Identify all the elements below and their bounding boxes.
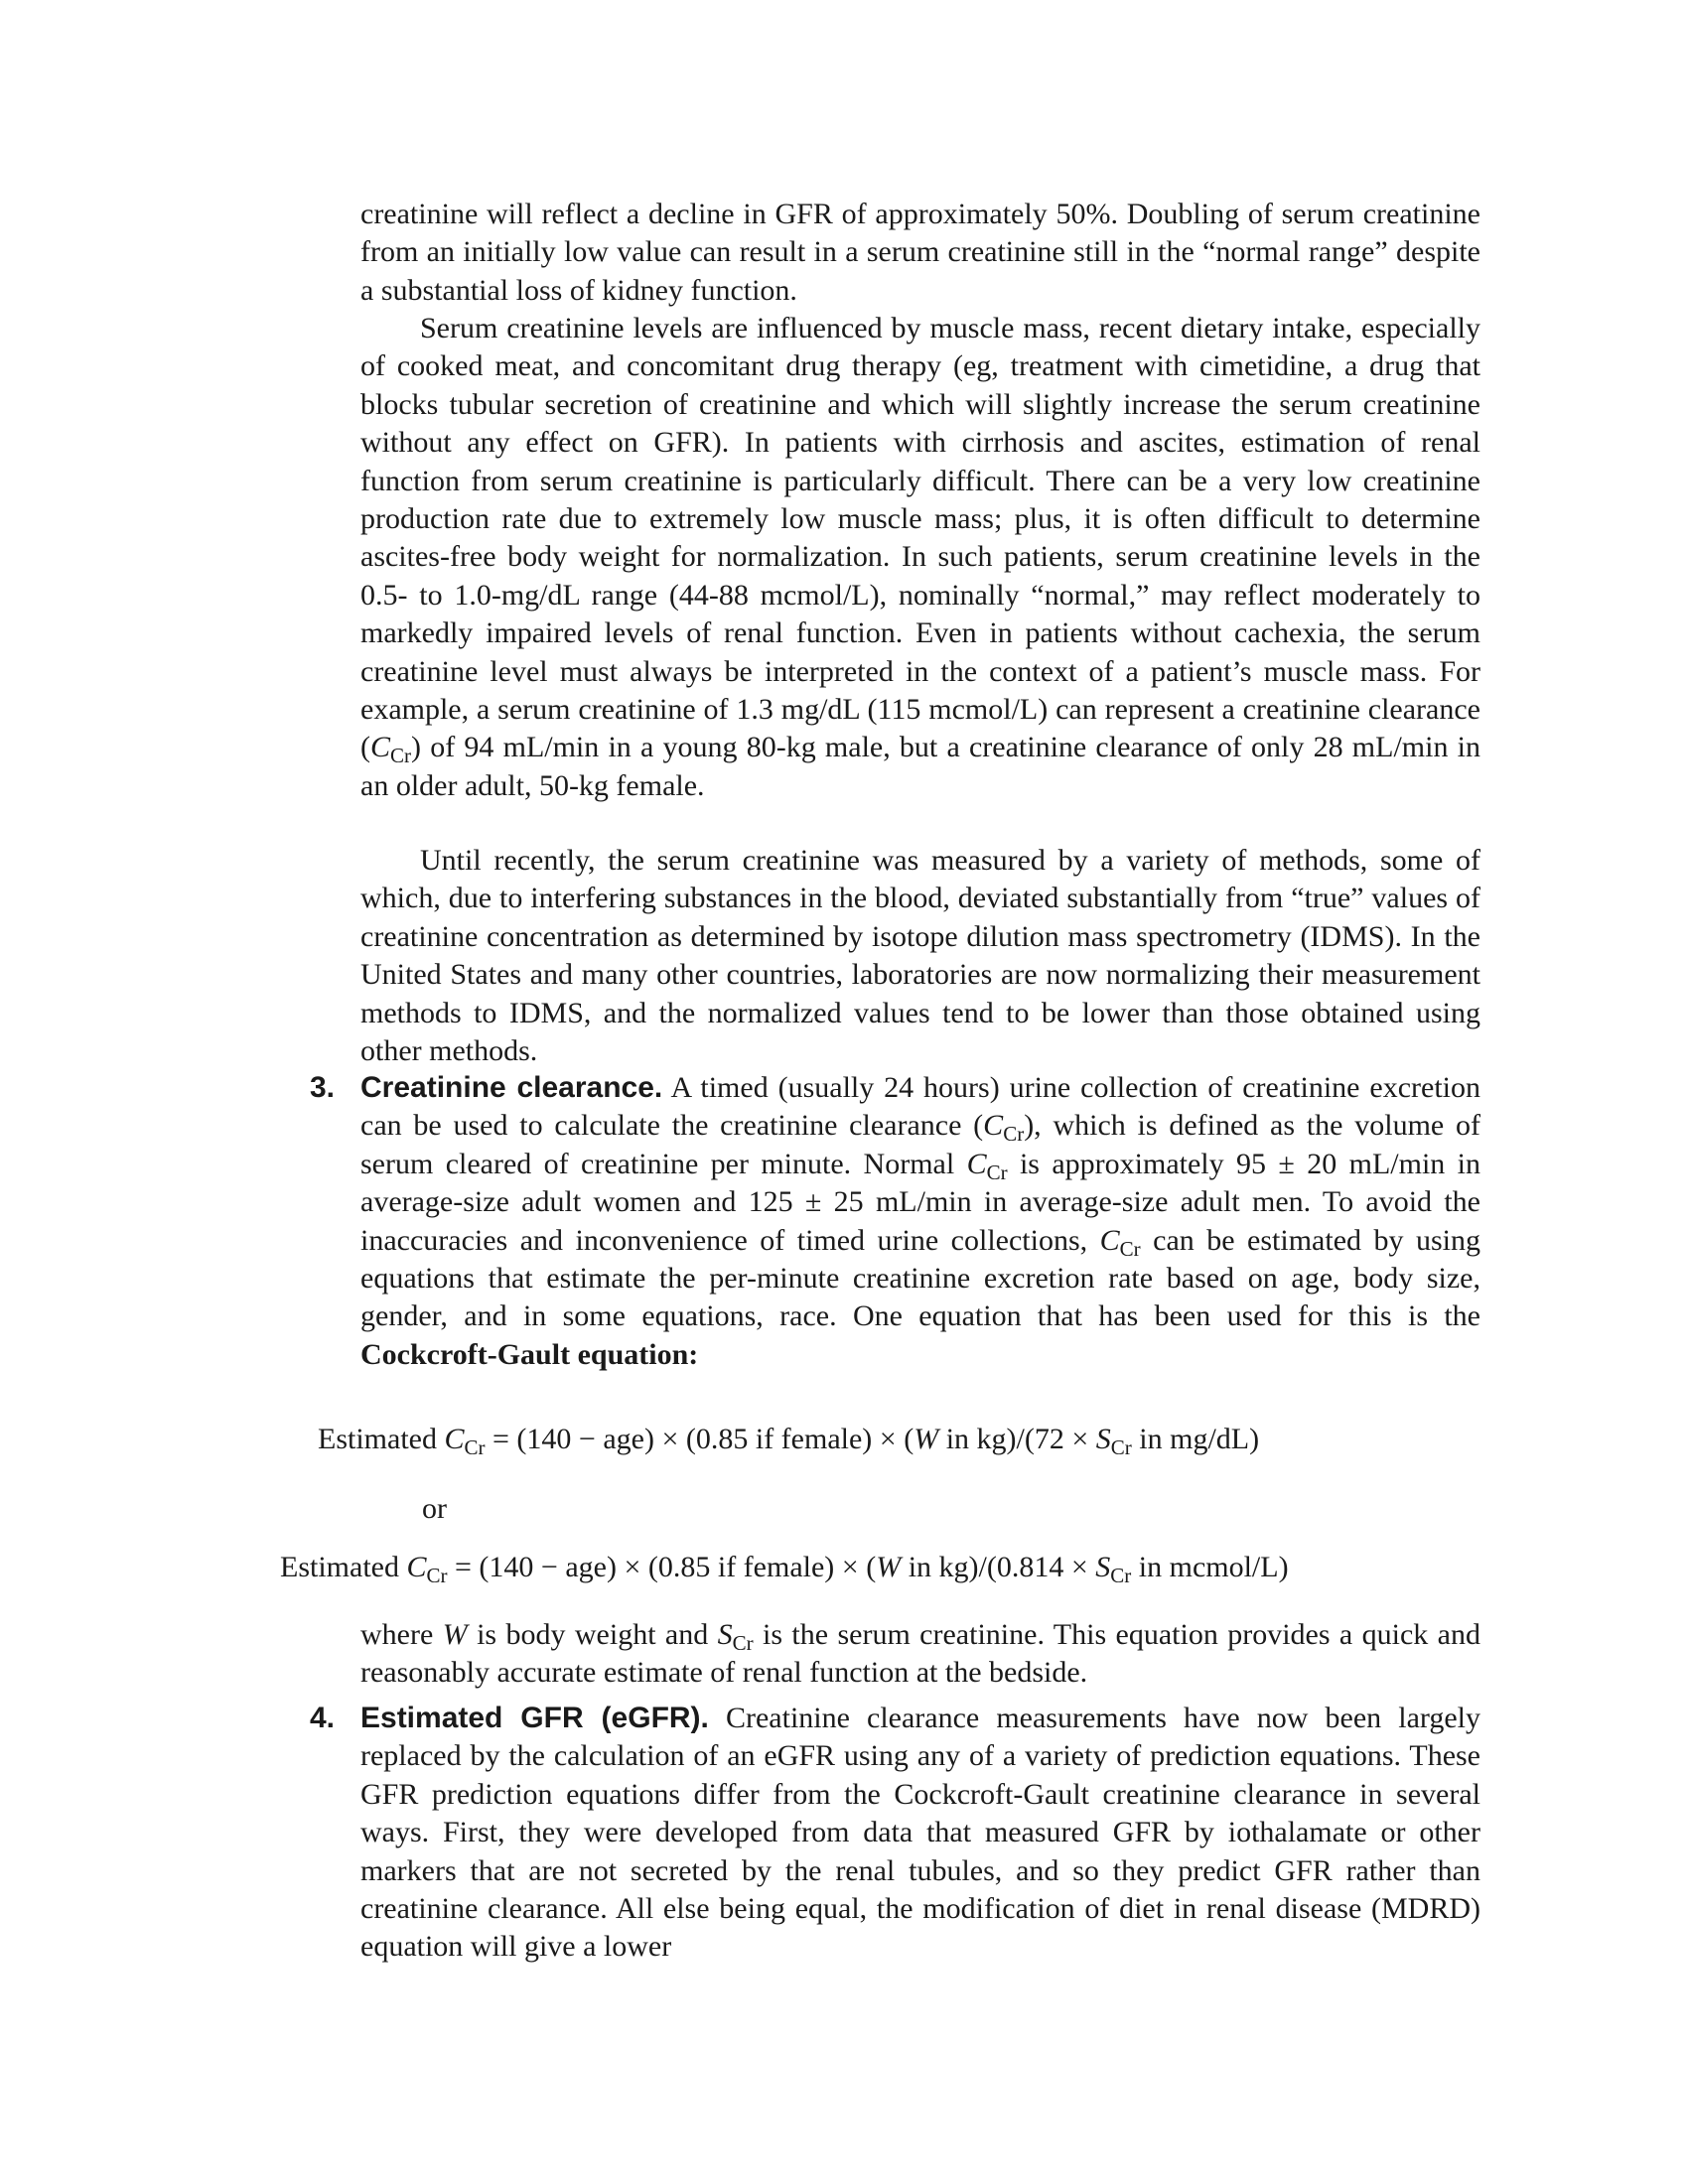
equation-mg-dl: Estimated $C_{Cr} = (140 - age) \times (0.85$ if female) × (W in $kg)/(72 \times S_{Cr}$ in mg/dL) bbox=[318, 1423, 1260, 1459]
list-number-4: 4. bbox=[310, 1702, 336, 1734]
equation-or: or bbox=[422, 1492, 447, 1525]
heading-creatinine-clearance: Creatinine clearance. bbox=[360, 1071, 663, 1104]
heading-egfr: Estimated GFR (eGFR). bbox=[360, 1702, 709, 1734]
list-item-egfr: Estimated GFR (eGFR). Creatinine clearance measurements have now been largely replaced by the calculation of an eGFR using any of a variety of prediction equations. These GFR prediction equations differ from the Cockcroft-Gault creatinine clearance in several ways. First, they were developed from data that measured GFR by iothalamate or other markers that are not secreted by the renal tubules, and so they predict GFR rather than creatinine clearance. All else being equal, the modification of diet in renal disease (MDRD) equation will give a lower bbox=[360, 1702, 1480, 1964]
list-number-3: 3. bbox=[310, 1071, 336, 1104]
paragraph-serum-doubling: creatinine will reflect a decline in GFR of approximately 50%. Doubling of serum creatinine from an initially low value can result in a serum creatinine still in the “normal range” despite a substantial loss of kidney function. bbox=[360, 198, 1480, 307]
cockcroft-gault-label: Cockcroft-Gault equation: bbox=[360, 1337, 699, 1371]
paragraph-where: where W is body weight and $S_{Cr}$ is the serum creatinine. This equation provides a quick and reasonably accurate estimate of renal function at the bedside. bbox=[360, 1618, 1480, 1690]
paragraph-idms-methods: Until recently, the serum creatinine was measured by a variety of methods, some of which, due to interfering substances in the blood, deviated substantially from “true” values of creatinine concentration as determined by isotope dilution mass spectrometry (IDMS). In the United States and many other countries, laboratories are now normalizing their measurement methods to IDMS, and the normalized values tend to be lower than those obtained using other methods. bbox=[360, 844, 1480, 1068]
list-item-creatinine-clearance: Creatinine clearance. A timed (usually 24 hours) urine collection of creatinine excretion can be used to calculate the creatinine clearance $(C_{Cr})$, which is defined as the volume of serum cleared of creatinine per minute. Normal $C_{Cr}$ is approximately 95 ± 20 mL/min in average-size adult women and 125 ± 25 mL/min in average-size adult men. To avoid the inaccuracies and inconvenience of timed urine collections, $C_{Cr}$ can be estimated by using equations that estimate the per-minute creatinine excretion rate based on age, body size, gender, and in some equations, race. One equation that has been used for this is the Cockcroft-Gault equation: bbox=[360, 1071, 1481, 1371]
equation-mcmol-l: Estimated $C_{Cr} = (140 - age) \times (0.85$ if female) × (W in $kg)/(0.814 \times S_{Cr}$ in mcmol/L) bbox=[280, 1551, 1289, 1587]
paragraph-serum-influences: Serum creatinine levels are influenced by muscle mass, recent dietary intake, especially of cooked meat, and concomitant drug therapy (eg, treatment with cimetidine, a drug that blocks tubular secretion of creatinine and which will slightly increase the serum creatinine without any effect on GFR). In patients with cirrhosis and ascites, estimation of renal function from serum creatinine is particularly difficult. There can be a very low creatinine production rate due to extremely low muscle mass; plus, it is often difficult to determine ascites-free body weight for normalization. In such patients, serum creatinine levels in the 0.5- to 1.0-mg/dL range (44-88 mcmol/L), nominally “normal,” may reflect moderately to markedly impaired levels of renal function. Even in patients without cachexia, the serum creatinine level must always be interpreted in the context of a patient’s muscle mass. For example, a serum creatinine of 1.3 mg/dL (115 mcmol/L) can represent a creatinine clearance $(C_{Cr})$ of 94 mL/min in a young 80-kg male, but a creatinine clearance of only 28 mL/min in an older adult, 50-kg female. bbox=[360, 312, 1480, 802]
